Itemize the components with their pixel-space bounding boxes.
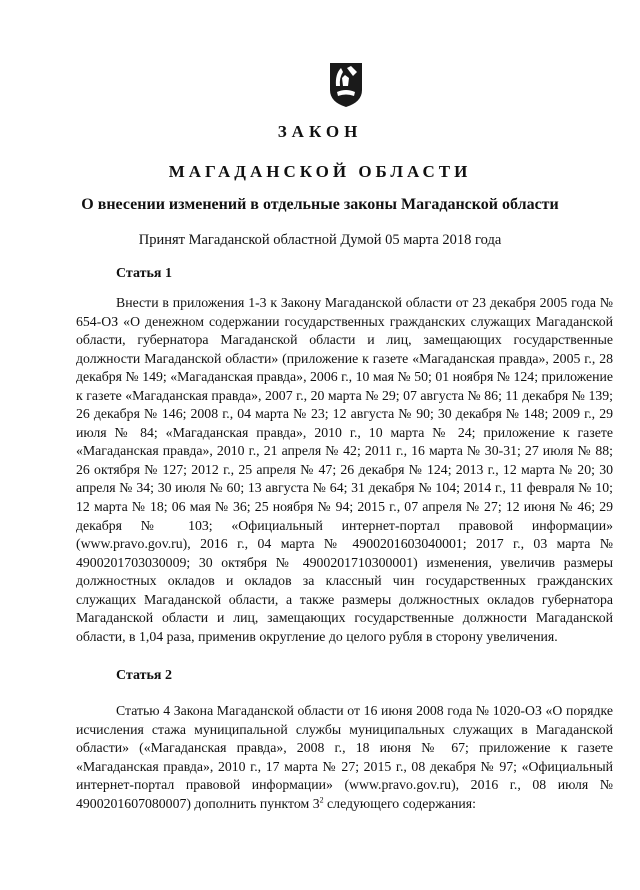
magadan-coat-of-arms-icon (329, 62, 363, 108)
article-1-heading: Статья 1 (116, 266, 172, 281)
article-1-text: Внести в приложения 1-3 к Закону Магаданской области от 23 декабря 2005 года № 654-ОЗ «О денежном содержании государственных гражданских служащих Магаданской области, губернатора Магаданской области и лиц, замещающих государственные должности Магаданской области» (приложение к газете «Магаданская правда», 2005 г., 28 декабря № 149; «Магаданская правда», 2006 г., 10 мая № 50; 01 ноября № 124; приложение к газете «Магаданская правда», 2007 г., 20 марта № 29; 07 августа № 86; 11 декабря № 139; 26 декабря № 146; 2008 г., 04 марта № 23; 12 августа № 90; 30 декабря № 148; 2009 г., 29 июля № 84; «Магаданская правда», 2010 г., 10 марта № 24; приложение к газете «Магаданская правда», 2010 г., 21 апреля № 42; 2011 г., 16 марта № 30-31; 27 июля № 88; 26 октября № 127; 2012 г., 25 апреля № 47; 26 декабря № 124; 2013 г., 12 марта № 20; 30 апреля № 34; 30 июля № 60; 13 августа № 64; 31 декабря № 104; 2014 г., 11 февраля № 10; 12 марта № 18; 06 мая № 36; 25 ноября № 94; 2015 г., 07 апреля № 27; 12 июня № 46; 29 декабря № 103; «Официальный интернет-портал правовой информации» (www.pravo.gov.ru), 2016 г., 04 марта № 4900201603040001; 2017 г., 03 марта № 4900201703030009; 30 октября № 4900201710300001) изменения, увеличив размеры должностных окладов и окладов за классный чин государственных гражданских служащих Магаданской области, а также размеры должностных окладов губернатора Магаданской области и лиц, замещающих государственные должности Магаданской области, в 1,04 раза, применив округление до целого рубля в сторону увеличения. (76, 295, 613, 644)
law-subtitle: О внесении изменений в отдельные законы Магаданской области (81, 196, 559, 213)
article-2-heading: Статья 2 (116, 668, 172, 683)
law-title: ЗАКОН (277, 122, 363, 141)
article-2-body: Статью 4 Закона Магаданской области от 16 июня 2008 года № 1020-ОЗ «О порядке исчисления стажа муниципальной службы муниципальных служащих в Магаданской области» («Магаданская правда», 2008 г., 18 июня № 67; приложение к газете «Магаданская правда», 2010 г., 17 марта № 27; 2015 г., 08 декабря № 97; «Официальный интернет-портал правовой информации» (www.pravo.gov.ru), 2016 г., 08 июля № 4900201607080007) дополнить пунктом 3 (76, 703, 613, 811)
article-2-text (76, 702, 613, 813)
adoption-line: Принят Магаданской областной Думой 05 марта 2018 года (138, 232, 502, 248)
article-2-ending: следующего содержания: (323, 795, 476, 811)
region-title: МАГАДАНСКОЙ ОБЛАСТИ (168, 162, 472, 181)
clause-superscript: 2 (319, 795, 324, 805)
